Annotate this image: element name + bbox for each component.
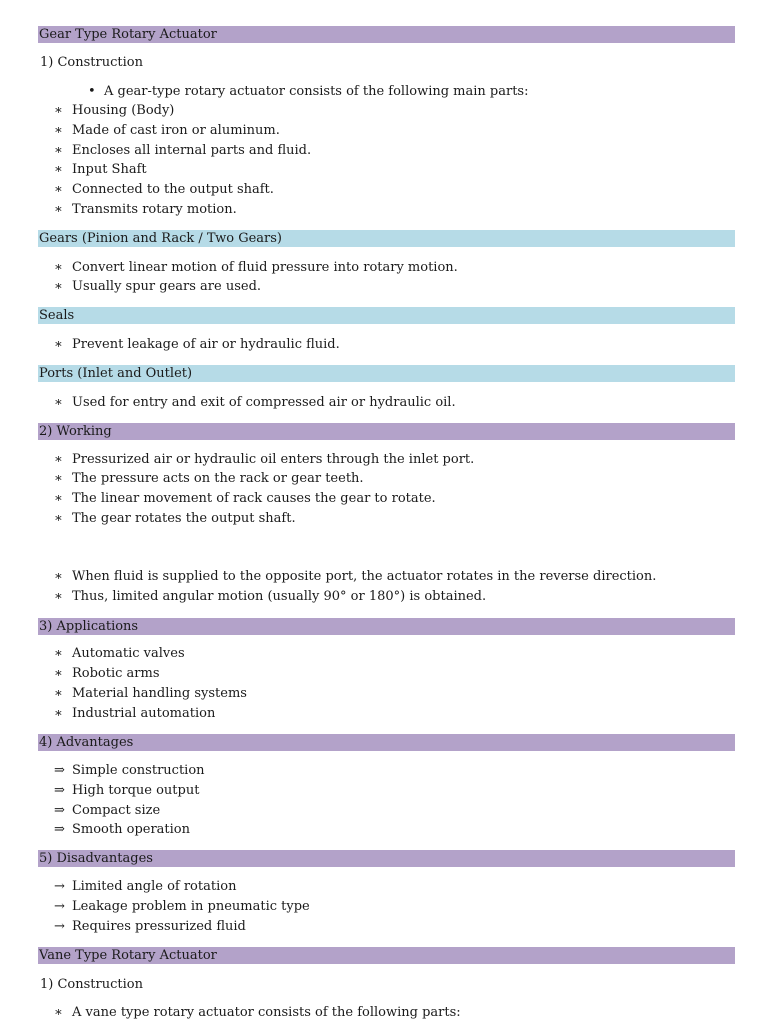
list-item [54, 588, 486, 606]
list-item-text: Simple construction [72, 763, 205, 778]
bullet-star: ∗ [54, 666, 63, 681]
list-item [54, 142, 311, 160]
list-item-text: Compact size [72, 803, 161, 818]
bullet-star: ∗ [54, 452, 63, 467]
list-item [54, 645, 185, 663]
list-item [54, 259, 458, 277]
list-item [54, 278, 261, 296]
list-item-text: Prevent leakage of air or hydraulic fluid. [72, 337, 340, 352]
list-item-text: Requires pressurized fluid [72, 919, 246, 934]
list-item-text: Material handling systems [72, 686, 247, 701]
list-item [54, 762, 205, 780]
heading-text: Seals [39, 308, 75, 323]
bullet-star: ∗ [54, 589, 63, 604]
heading-text: 5) Disadvantages [39, 851, 153, 866]
bullet-star: ∗ [54, 569, 63, 584]
construction-heading: 1) Construction [40, 977, 143, 992]
list-item-text: The linear movement of rack causes the gear to rotate. [72, 491, 436, 506]
bullet-dot: • [88, 84, 96, 99]
section-heading-working [38, 423, 735, 440]
list-item-text: Leakage problem in pneumatic type [72, 899, 310, 914]
list-item [54, 122, 280, 140]
list-item [54, 705, 215, 723]
implies-arrow-icon: ⇒ [54, 803, 65, 818]
subsection-heading-ports [38, 365, 735, 382]
list-item [54, 102, 174, 120]
heading-text: Gears (Pinion and Rack / Two Gears) [39, 231, 282, 246]
list-item [54, 336, 340, 354]
list-item-text: A gear-type rotary actuator consists of the following main parts: [104, 84, 529, 99]
list-item-text: The pressure acts on the rack or gear teeth. [72, 471, 364, 486]
list-item-text: High torque output [72, 783, 200, 798]
section-heading-disadvantages [38, 850, 735, 867]
heading-text: Gear Type Rotary Actuator [39, 27, 217, 42]
list-item-text: Thus, limited angular motion (usually 90° or 180°) is obtained. [72, 589, 487, 604]
implies-arrow-icon: ⇒ [54, 822, 65, 837]
list-item [88, 83, 529, 101]
bullet-star: ∗ [54, 279, 63, 294]
list-item [54, 394, 456, 412]
heading-text: 4) Advantages [39, 735, 134, 750]
heading-text: 3) Applications [39, 619, 139, 634]
list-item [54, 181, 274, 199]
list-item-text: Connected to the output shaft. [72, 182, 274, 197]
bullet-star: ∗ [54, 646, 63, 661]
list-item-text: Pressurized air or hydraulic oil enters through the inlet port. [72, 452, 475, 467]
list-item [54, 898, 310, 916]
bullet-star: ∗ [54, 511, 63, 526]
bullet-star: ∗ [54, 491, 63, 506]
section-heading-gear-type [38, 26, 735, 43]
list-item [54, 665, 160, 683]
list-item-text: Encloses all internal parts and fluid. [72, 143, 312, 158]
list-item-text: Made of cast iron or aluminum. [72, 123, 280, 138]
list-item [54, 451, 474, 469]
list-item-text: Transmits rotary motion. [72, 202, 237, 217]
list-item [54, 782, 199, 800]
implies-arrow-icon: ⇒ [54, 783, 65, 798]
list-item-text: When fluid is supplied to the opposite port, the actuator rotates in the reverse direction. [72, 569, 657, 584]
right-arrow-icon: → [54, 919, 65, 934]
subsection-heading-seals [38, 307, 735, 324]
subsection-heading-gears [38, 230, 735, 247]
heading-text: Ports (Inlet and Outlet) [39, 366, 193, 381]
list-item [54, 510, 296, 528]
list-item [54, 568, 656, 586]
section-heading-advantages [38, 734, 735, 751]
list-item [54, 918, 246, 936]
list-item [54, 161, 147, 179]
bullet-star: ∗ [54, 202, 63, 217]
section-heading-vane-type [38, 947, 735, 964]
list-item-text: Industrial automation [72, 706, 216, 721]
list-item [54, 201, 237, 219]
list-item-text: Smooth operation [72, 822, 191, 837]
bullet-star: ∗ [54, 162, 63, 177]
bullet-star: ∗ [54, 260, 63, 275]
list-item [54, 878, 236, 896]
bullet-star: ∗ [54, 471, 63, 486]
bullet-star: ∗ [54, 395, 63, 410]
list-item [54, 821, 190, 839]
list-item-text: Convert linear motion of fluid pressure into rotary motion. [72, 260, 458, 275]
heading-text: 2) Working [39, 424, 112, 439]
list-item-text: Input Shaft [72, 162, 147, 177]
right-arrow-icon: → [54, 899, 65, 914]
list-item [54, 470, 364, 488]
list-item-text: Usually spur gears are used. [72, 279, 262, 294]
bullet-star: ∗ [54, 182, 63, 197]
list-item [54, 490, 436, 508]
list-item-text: The gear rotates the output shaft. [72, 511, 296, 526]
construction-heading: 1) Construction [40, 55, 143, 70]
bullet-star: ∗ [54, 1005, 63, 1020]
bullet-star: ∗ [54, 706, 63, 721]
bullet-star: ∗ [54, 337, 63, 352]
implies-arrow-icon: ⇒ [54, 763, 65, 778]
list-item-text: Automatic valves [72, 646, 185, 661]
list-item [54, 685, 247, 703]
list-item-text: A vane type rotary actuator consists of the following parts: [72, 1005, 461, 1020]
bullet-star: ∗ [54, 123, 63, 138]
list-item [54, 1004, 461, 1022]
bullet-star: ∗ [54, 103, 63, 118]
list-item [54, 802, 160, 820]
bullet-star: ∗ [54, 686, 63, 701]
list-item-text: Used for entry and exit of compressed air or hydraulic oil. [72, 395, 456, 410]
bullet-star: ∗ [54, 143, 63, 158]
list-item-text: Housing (Body) [72, 103, 175, 118]
heading-text: Vane Type Rotary Actuator [39, 948, 217, 963]
section-heading-applications [38, 618, 735, 635]
right-arrow-icon: → [54, 879, 65, 894]
list-item-text: Robotic arms [72, 666, 160, 681]
list-item-text: Limited angle of rotation [72, 879, 237, 894]
